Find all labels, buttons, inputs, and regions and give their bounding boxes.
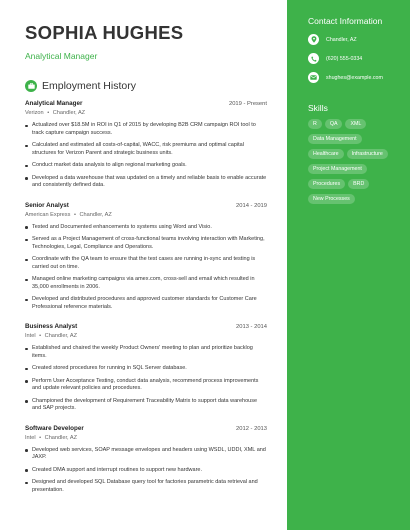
skill-tag-healthcare: Healthcare	[308, 149, 344, 159]
separator-dot-icon: •	[45, 110, 51, 116]
skill-tag-procedures: Procedures	[308, 179, 345, 189]
job-title: Software Developer	[25, 424, 84, 432]
job-bullet: Actualized over $18.5M in ROI in Q1 of 2015 by developing B2B CRM campaign ROI tool to track capture campaign success.	[25, 122, 267, 137]
job-location: Chandler, AZ	[79, 211, 112, 218]
job-bullets	[25, 447, 267, 495]
job-bullet: Calculated and estimated all costs-of-capital, WACC, risk premiums and optimal capital structures for Verizon Parent and strategic business units.	[25, 142, 267, 157]
job-bullet: Established and chaired the weekly Product Owners' meeting to plan and prioritize backlog items.	[25, 345, 267, 360]
job-entry	[25, 425, 267, 495]
job-header	[25, 202, 267, 209]
job-bullet: Managed online marketing campaigns via amex.com, cross-sell and email which resulted in 35,000 enrollments in 2006.	[25, 276, 267, 291]
job-bullet: Developed and distributed procedures and approved customer standards for Customer Care Professional reference materials.	[25, 296, 267, 311]
contact-email	[308, 72, 402, 83]
briefcase-icon	[25, 80, 37, 92]
contact-location	[308, 34, 402, 45]
skill-tag-qa: QA	[325, 119, 343, 129]
separator-dot-icon: •	[72, 211, 78, 218]
job-company-location	[25, 110, 267, 116]
candidate-name: SOPHIA HUGHES	[25, 22, 184, 43]
sidebar	[287, 0, 410, 530]
job-bullet: Developed a data warehouse that was updated on a timely and reliable basis to enable accurate and consistently defined data.	[25, 175, 267, 190]
contact-phone-text: (620) 555-0334	[326, 55, 363, 62]
skill-tag-new-processes: New Processes	[308, 194, 355, 204]
candidate-role: Analytical Manager	[25, 51, 98, 61]
skill-tag-r: R	[308, 119, 322, 129]
contact-location-text: Chandler, AZ	[326, 36, 357, 43]
skills-section-title: Skills	[308, 103, 328, 113]
job-list	[25, 100, 267, 494]
job-bullet: Coordinate with the QA team to ensure that the test cases are running in-sync and testing is carried out on time.	[25, 256, 267, 271]
job-company: Verizon	[25, 110, 44, 116]
job-dates: 2013 - 2014	[236, 324, 267, 330]
job-bullets	[25, 345, 267, 413]
job-entry	[25, 323, 267, 413]
job-entry	[25, 100, 267, 190]
job-header	[25, 323, 267, 330]
job-header	[25, 425, 267, 432]
job-bullet: Developed web services, SOAP message envelopes and headers using WSDL, UDDI, XML and JAXP.	[25, 447, 267, 462]
skill-tag-xml: XML	[345, 119, 366, 129]
contact-phone	[308, 53, 402, 64]
location-pin-icon	[308, 34, 319, 45]
job-location: Chandler, AZ	[44, 434, 77, 441]
job-bullet: Tested and Documented enhancements to systems using Word and Visio.	[25, 224, 267, 232]
skill-tag-data-management: Data Management	[308, 134, 362, 144]
job-dates: 2012 - 2013	[236, 425, 267, 432]
separator-dot-icon: •	[37, 333, 43, 339]
employment-section-header	[25, 80, 267, 92]
job-company: Intel	[25, 434, 36, 441]
job-title: Senior Analyst	[25, 201, 69, 209]
job-entry	[25, 202, 267, 312]
job-bullet: Conduct market data analysis to align regional marketing goals.	[25, 162, 267, 170]
email-icon	[308, 72, 319, 83]
job-company: American Express	[25, 211, 71, 218]
job-bullet: Perform User Acceptance Testing, conduct data analysis, recommend process improvements and update relevant policies and procedures.	[25, 378, 267, 393]
job-company-location	[25, 333, 267, 339]
job-bullet: Championed the development of Requirement Traceability Matrix to support data warehouse and SAP projects.	[25, 398, 267, 413]
job-dates: 2019 - Present	[228, 101, 267, 107]
job-bullet: Created DMA support and interrupt routines to support new hardware.	[25, 467, 267, 475]
job-dates: 2014 - 2019	[236, 202, 267, 209]
separator-dot-icon: •	[37, 434, 43, 441]
job-title: Business Analyst	[25, 323, 78, 330]
skill-tag-brd: BRD	[348, 179, 369, 189]
skills-list	[308, 119, 402, 209]
job-bullets	[25, 122, 267, 190]
job-company-location	[25, 435, 267, 441]
job-bullet: Created stored procedures for running in SQL Server database.	[25, 365, 267, 373]
employment-section-title: Employment History	[42, 80, 136, 92]
skill-tag-infrastructure: Infrastructure	[347, 149, 388, 159]
job-header	[25, 100, 267, 107]
contact-section-title: Contact Information	[308, 16, 383, 26]
job-title: Analytical Manager	[25, 100, 83, 107]
skill-tag-project-management: Project Management	[308, 164, 367, 174]
contact-email-text: shughes@example.com	[326, 74, 383, 81]
job-bullets	[25, 224, 267, 312]
phone-icon	[308, 53, 319, 64]
job-location: Chandler, AZ	[44, 333, 77, 339]
job-bullet: Designed and developed SQL Database query tool for factories parametric data retrieval and presentation.	[25, 479, 267, 494]
job-location: Chandler, AZ	[52, 110, 86, 116]
job-company: Intel	[25, 333, 36, 339]
job-bullet: Served as a Project Management of cross-functional teams involving interaction with Marketing, Technologies, Legal, Compliance and Operations.	[25, 236, 267, 251]
job-company-location	[25, 212, 267, 218]
